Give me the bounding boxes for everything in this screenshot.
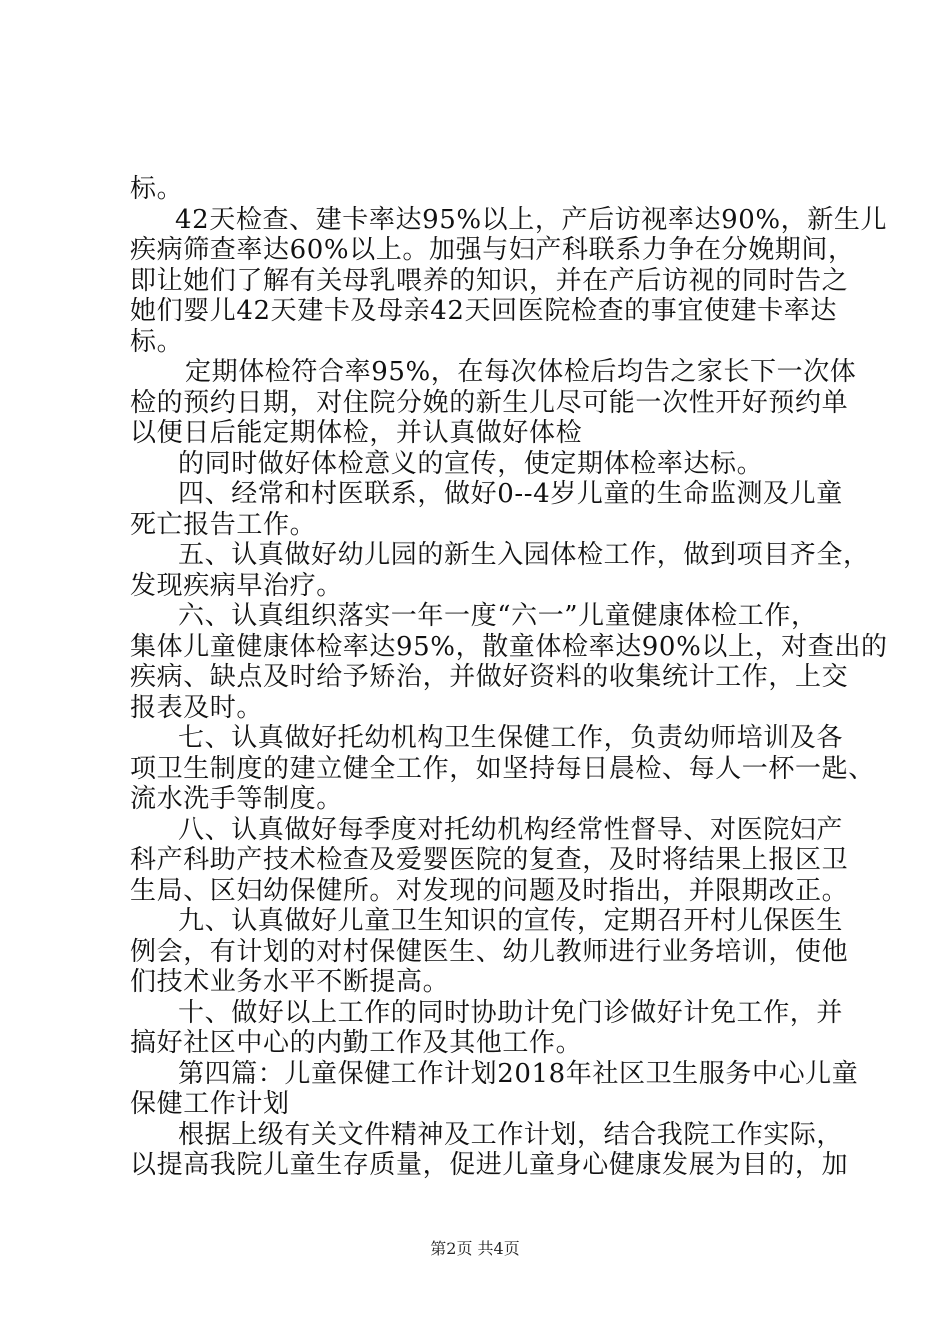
text-line: 即让她们了解有关母乳喂养的知识，并在产后访视的同时告之 [130,266,849,296]
text-line: 生局、区妇幼保健所。对发现的问题及时指出，并限期改正。 [130,876,849,906]
text-line: 定期体检符合率95%，在每次体检后均告之家长下一次体 [185,357,857,387]
text-line: 的同时做好体检意义的宣传，使定期体检率达标。 [178,449,764,479]
text-line: 十、做好以上工作的同时协助计免门诊做好计免工作，并 [178,998,844,1028]
text-line: 发现疾病早治疗。 [130,571,343,601]
page-number-footer: 第2页 共4页 [430,1239,520,1258]
text-line: 第四篇：儿童保健工作计划2018年社区卫生服务中心儿童 [178,1059,859,1089]
text-line: 以便日后能定期体检，并认真做好体检 [130,418,583,448]
text-line: 42天检查、建卡率达95%以上，产后访视率达90%，新生儿 [175,205,888,235]
text-line: 以提高我院儿童生存质量，促进儿童身心健康发展为目的，加 [130,1150,849,1180]
text-line: 疾病筛查率达60%以上。加强与妇产科联系力争在分娩期间， [130,235,855,265]
text-line: 们技术业务水平不断提高。 [130,967,450,997]
text-line: 流水洗手等制度。 [130,784,343,814]
text-line: 搞好社区中心的内勤工作及其他工作。 [130,1028,583,1058]
text-line: 标。 [130,174,184,204]
text-line: 标。 [130,327,184,357]
text-line: 疾病、缺点及时给予矫治，并做好资料的收集统计工作，上交 [130,662,849,692]
text-line: 九、认真做好儿童卫生知识的宣传，定期召开村儿保医生 [178,906,844,936]
text-line: 检的预约日期，对住院分娩的新生儿尽可能一次性开好预约单 [130,388,849,418]
text-line: 六、认真组织落实一年一度“六一”儿童健康体检工作， [178,601,818,631]
text-line: 五、认真做好幼儿园的新生入园体检工作，做到项目齐全， [178,540,870,570]
text-line: 项卫生制度的建立健全工作，如坚持每日晨检、每人一杯一匙、 [130,754,875,784]
text-line: 她们婴儿42天建卡及母亲42天回医院检查的事宜使建卡率达 [130,296,837,326]
text-line: 例会，有计划的对村保健医生、幼儿教师进行业务培训，使他 [130,937,849,967]
text-line: 集体儿童健康体检率达95%，散童体检率达90%以上，对查出的 [130,632,888,662]
text-line: 八、认真做好每季度对托幼机构经常性督导、对医院妇产 [178,815,844,845]
text-line: 科产科助产技术检查及爱婴医院的复查，及时将结果上报区卫 [130,845,849,875]
text-line: 保健工作计划 [130,1089,290,1119]
text-line: 死亡报告工作。 [130,510,317,540]
text-line: 报表及时。 [130,693,264,723]
text-line: 根据上级有关文件精神及工作计划，结合我院工作实际， [178,1120,844,1150]
text-line: 七、认真做好托幼机构卫生保健工作，负责幼师培训及各 [178,723,844,753]
text-line: 四、经常和村医联系，做好0--4岁儿童的生命监测及儿童 [178,479,843,509]
